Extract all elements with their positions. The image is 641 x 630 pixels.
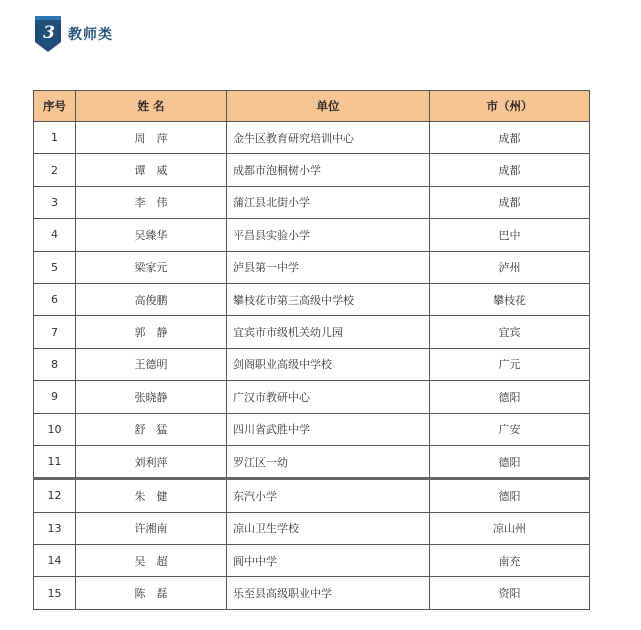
cell-city: 凉山州 bbox=[430, 512, 590, 544]
cell-no: 1 bbox=[34, 122, 76, 154]
header-name: 姓 名 bbox=[76, 91, 227, 122]
cell-unit: 成都市泡桐树小学 bbox=[227, 154, 430, 186]
cell-name: 王德明 bbox=[76, 348, 227, 380]
cell-name: 陈 磊 bbox=[76, 577, 227, 609]
cell-city: 广元 bbox=[430, 348, 590, 380]
header-unit: 单位 bbox=[227, 91, 430, 122]
cell-city: 成都 bbox=[430, 154, 590, 186]
cell-no: 13 bbox=[34, 512, 76, 544]
cell-unit: 阆中中学 bbox=[227, 545, 430, 577]
table-row bbox=[34, 316, 590, 348]
cell-no: 9 bbox=[34, 381, 76, 413]
cell-no: 7 bbox=[34, 316, 76, 348]
cell-name: 梁家元 bbox=[76, 251, 227, 283]
table-row bbox=[34, 445, 590, 478]
cell-name: 刘利萍 bbox=[76, 445, 227, 478]
cell-unit: 平昌县实验小学 bbox=[227, 219, 430, 251]
table-row bbox=[34, 512, 590, 544]
cell-unit: 东汽小学 bbox=[227, 479, 430, 512]
table-row bbox=[34, 413, 590, 445]
table-row bbox=[34, 283, 590, 315]
cell-unit: 凉山卫生学校 bbox=[227, 512, 430, 544]
header-city: 市（州） bbox=[430, 91, 590, 122]
cell-unit: 宜宾市市级机关幼儿园 bbox=[227, 316, 430, 348]
cell-city: 资阳 bbox=[430, 577, 590, 609]
cell-city: 泸州 bbox=[430, 251, 590, 283]
cell-no: 10 bbox=[34, 413, 76, 445]
table-row bbox=[34, 577, 590, 609]
cell-city: 德阳 bbox=[430, 479, 590, 512]
cell-name: 李 伟 bbox=[76, 186, 227, 218]
table-row bbox=[34, 219, 590, 251]
table-row bbox=[34, 186, 590, 218]
cell-name: 谭 威 bbox=[76, 154, 227, 186]
cell-name: 朱 健 bbox=[76, 479, 227, 512]
cell-no: 6 bbox=[34, 283, 76, 315]
teacher-award-table bbox=[33, 90, 590, 610]
cell-city: 成都 bbox=[430, 186, 590, 218]
section-number: 3 bbox=[43, 23, 55, 43]
table-row bbox=[34, 154, 590, 186]
cell-unit: 攀枝花市第三高级中学校 bbox=[227, 283, 430, 315]
cell-city: 德阳 bbox=[430, 445, 590, 478]
cell-name: 郭 静 bbox=[76, 316, 227, 348]
cell-name: 许湘南 bbox=[76, 512, 227, 544]
cell-name: 张晓静 bbox=[76, 381, 227, 413]
table-row bbox=[34, 545, 590, 577]
cell-unit: 广汉市教研中心 bbox=[227, 381, 430, 413]
table-row bbox=[34, 348, 590, 380]
cell-no: 5 bbox=[34, 251, 76, 283]
cell-unit: 泸县第一中学 bbox=[227, 251, 430, 283]
header-no: 序号 bbox=[34, 91, 76, 122]
table-row bbox=[34, 479, 590, 512]
cell-unit: 剑阁职业高级中学校 bbox=[227, 348, 430, 380]
cell-name: 吴 超 bbox=[76, 545, 227, 577]
table-row bbox=[34, 251, 590, 283]
cell-city: 攀枝花 bbox=[430, 283, 590, 315]
cell-unit: 罗江区一幼 bbox=[227, 445, 430, 478]
cell-no: 3 bbox=[34, 186, 76, 218]
cell-unit: 蒲江县北街小学 bbox=[227, 186, 430, 218]
cell-name: 吴臻华 bbox=[76, 219, 227, 251]
table-row bbox=[34, 381, 590, 413]
section-title: 教师类 bbox=[68, 27, 113, 43]
cell-name: 舒 猛 bbox=[76, 413, 227, 445]
cell-city: 宜宾 bbox=[430, 316, 590, 348]
cell-unit: 金牛区教育研究培训中心 bbox=[227, 122, 430, 154]
cell-no: 15 bbox=[34, 577, 76, 609]
cell-city: 广安 bbox=[430, 413, 590, 445]
cell-no: 14 bbox=[34, 545, 76, 577]
cell-city: 巴中 bbox=[430, 219, 590, 251]
cell-unit: 乐至县高级职业中学 bbox=[227, 577, 430, 609]
cell-city: 南充 bbox=[430, 545, 590, 577]
table-header-row bbox=[34, 91, 590, 122]
cell-no: 2 bbox=[34, 154, 76, 186]
section-number-badge bbox=[35, 16, 61, 52]
cell-no: 4 bbox=[34, 219, 76, 251]
cell-no: 12 bbox=[34, 479, 76, 512]
cell-name: 周 萍 bbox=[76, 122, 227, 154]
cell-unit: 四川省武胜中学 bbox=[227, 413, 430, 445]
cell-city: 德阳 bbox=[430, 381, 590, 413]
cell-name: 高俊鹏 bbox=[76, 283, 227, 315]
cell-no: 11 bbox=[34, 445, 76, 478]
cell-city: 成都 bbox=[430, 122, 590, 154]
cell-no: 8 bbox=[34, 348, 76, 380]
table-row bbox=[34, 122, 590, 154]
